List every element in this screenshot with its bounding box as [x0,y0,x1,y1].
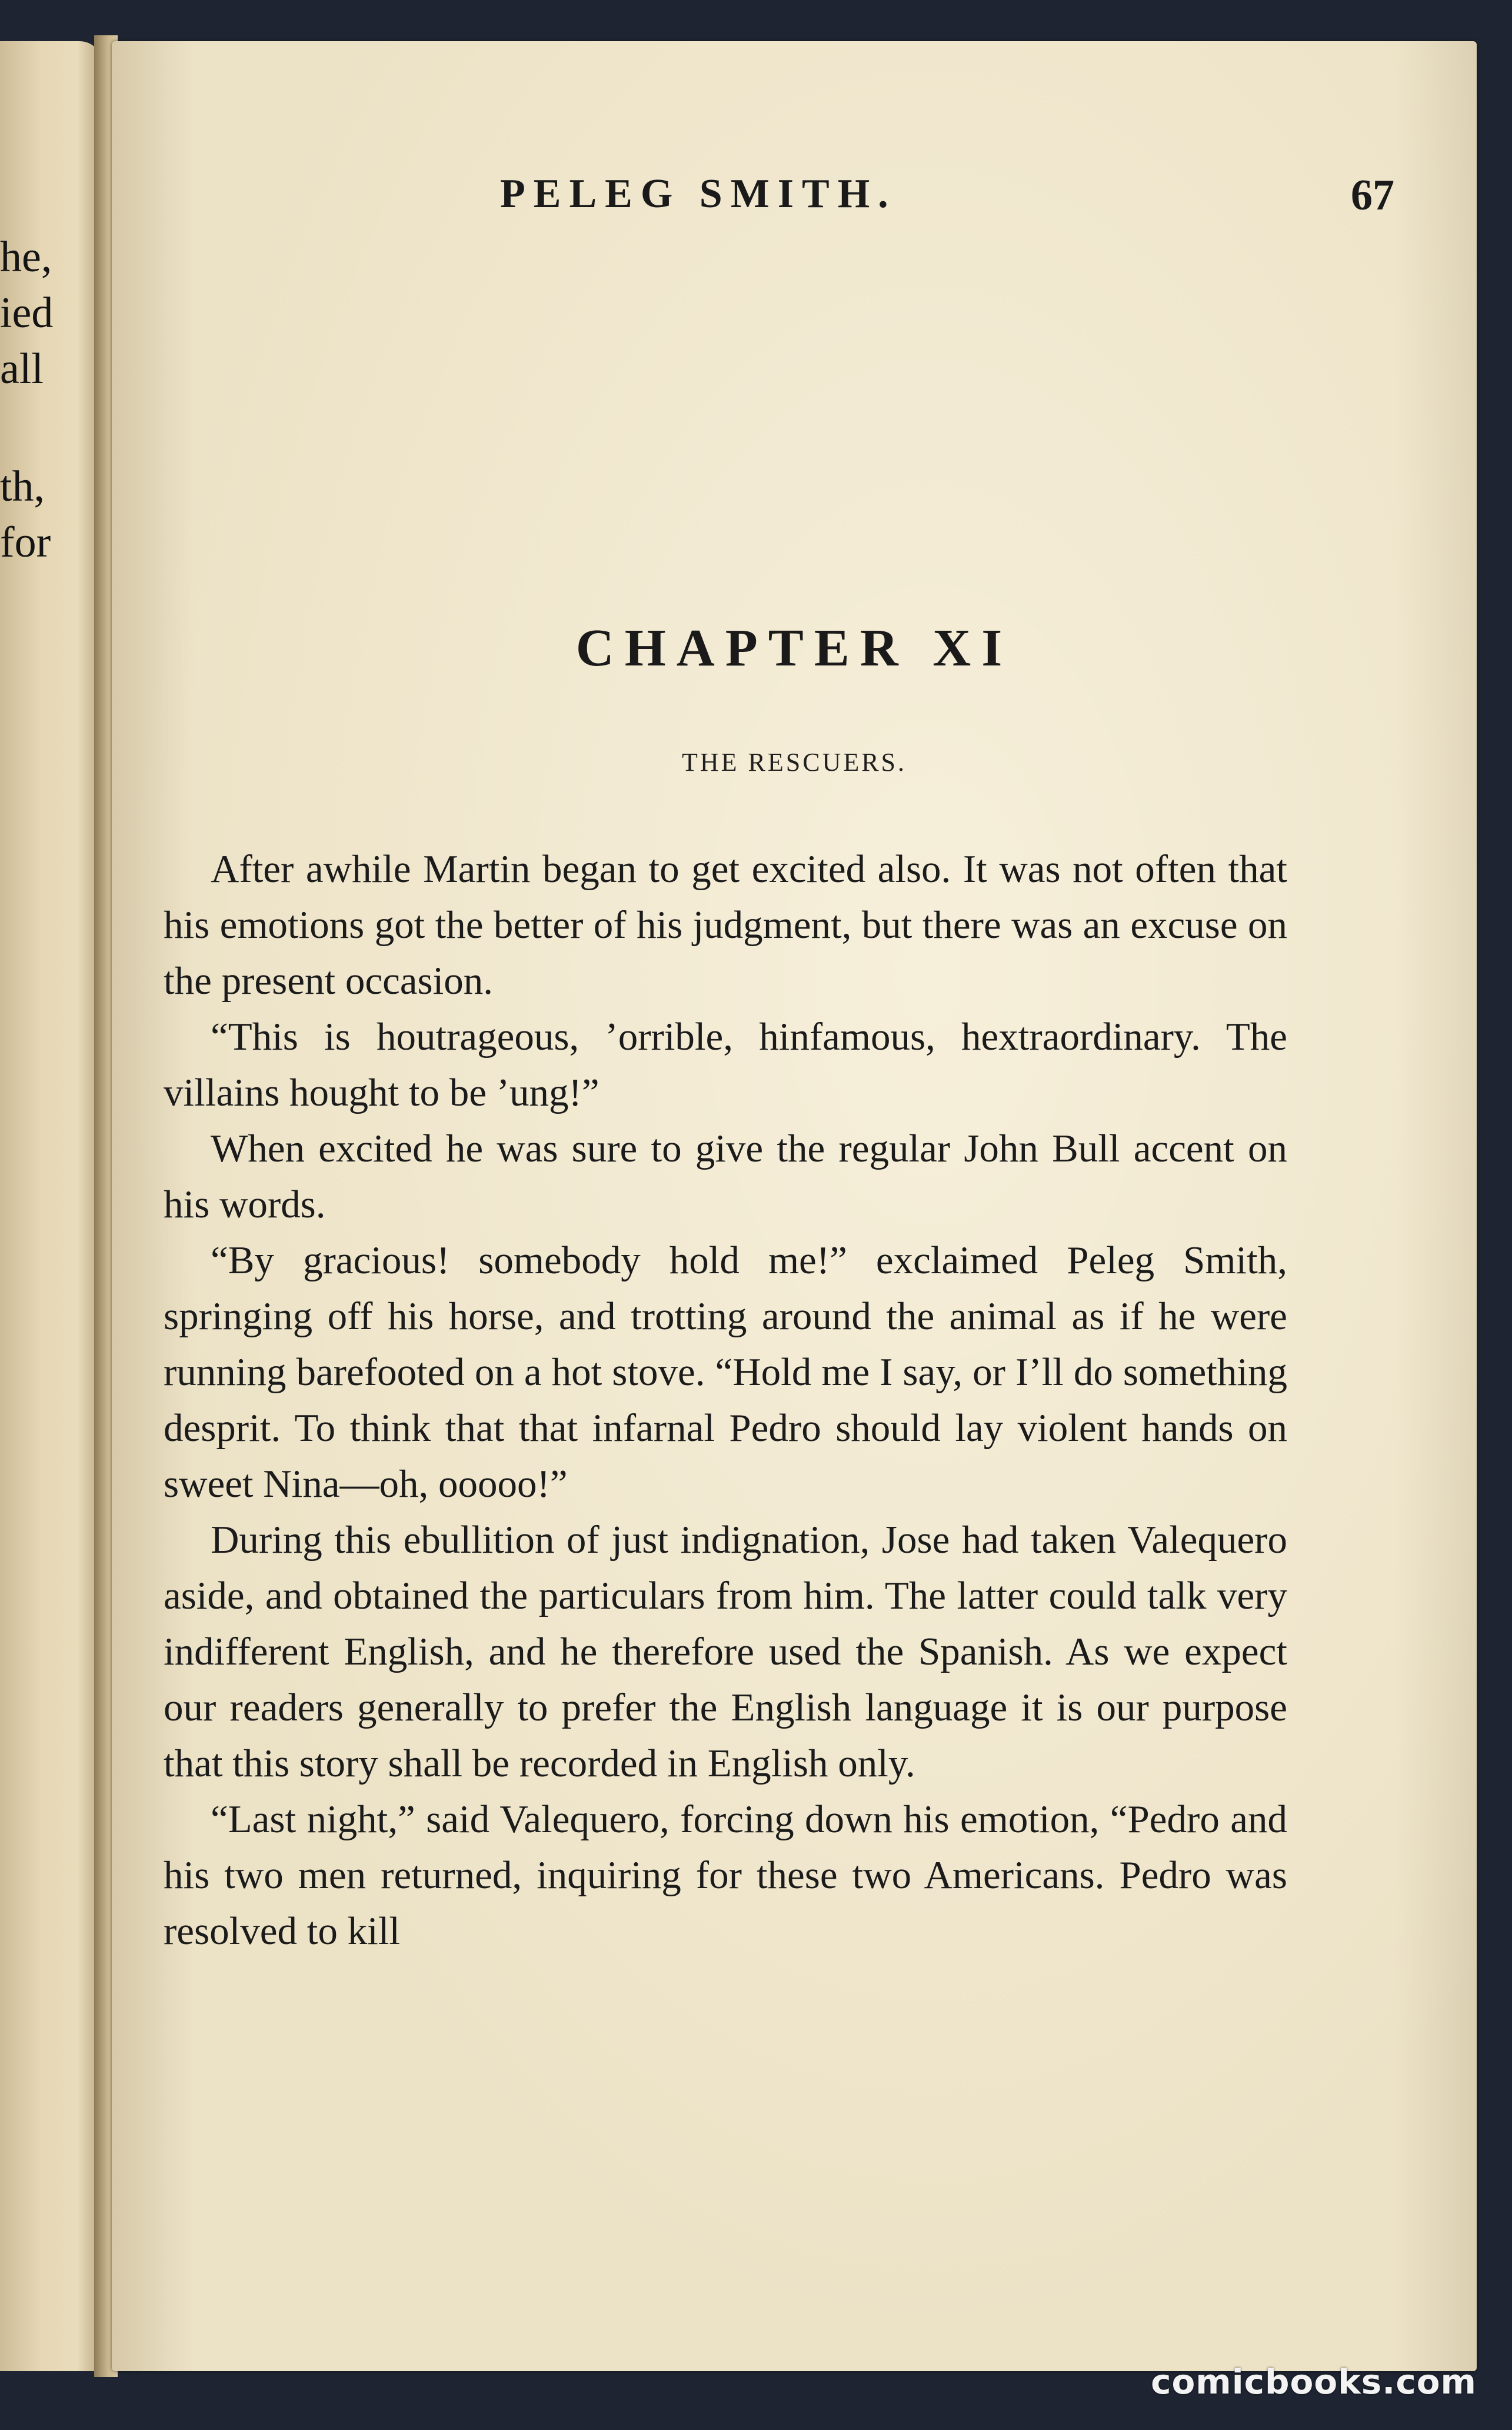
facing-page-fragment: th, [0,462,45,511]
facing-page-fragment: all [0,345,44,393]
paragraph: After awhile Martin began to get excited also. It was not often that his emotions got the better of his judgment, but there was an excuse on the present occasion. [164,847,1287,1003]
chapter-subtitle: THE RESCUERS. [681,748,907,777]
facing-page-fragment: for [0,518,51,567]
body-text [164,841,1287,1959]
facing-page-edge [0,41,103,2371]
chapter-title: CHAPTER XI [575,619,1013,677]
paragraph: “Last night,” said Valequero, forcing down his emotion, “Pedro and his two men returned, inquiring for these two Americans. Pedro was resolved to kill [164,1797,1287,1953]
facing-page-fragment: ied [0,289,54,337]
paragraph: “By gracious! somebody hold me!” exclaimed Peleg Smith, springing off his horse, and trotting around the animal as if he were running barefooted on a hot stove. “Hold me I say, or I’ll do something desprit. To think that that infarnal Pedro should lay violent hands on sweet Nina—oh, ooooo!” [164,1239,1287,1506]
facing-page-fragment: he, [0,233,52,281]
running-head: PELEG SMITH. [500,171,897,217]
paragraph: During this ebullition of just indignation, Jose had taken Valequero aside, and obtained the particulars from him. The latter could talk very indifferent English, and he therefore used the Spanish. As we expect our readers generally to prefer the English language it is our purpose that this story shall be recorded in English only. [164,1518,1287,1785]
watermark: comicbooks.com [1151,2362,1477,2402]
paragraph: When excited he was sure to give the regular John Bull accent on his words. [164,1127,1287,1226]
paragraph: “This is houtrageous, ’orrible, hinfamous, hextraordinary. The villains hought to be ’ung!” [164,1015,1287,1114]
book-page [112,41,1477,2371]
page-header [112,171,1477,224]
page-number: 67 [1351,171,1394,219]
